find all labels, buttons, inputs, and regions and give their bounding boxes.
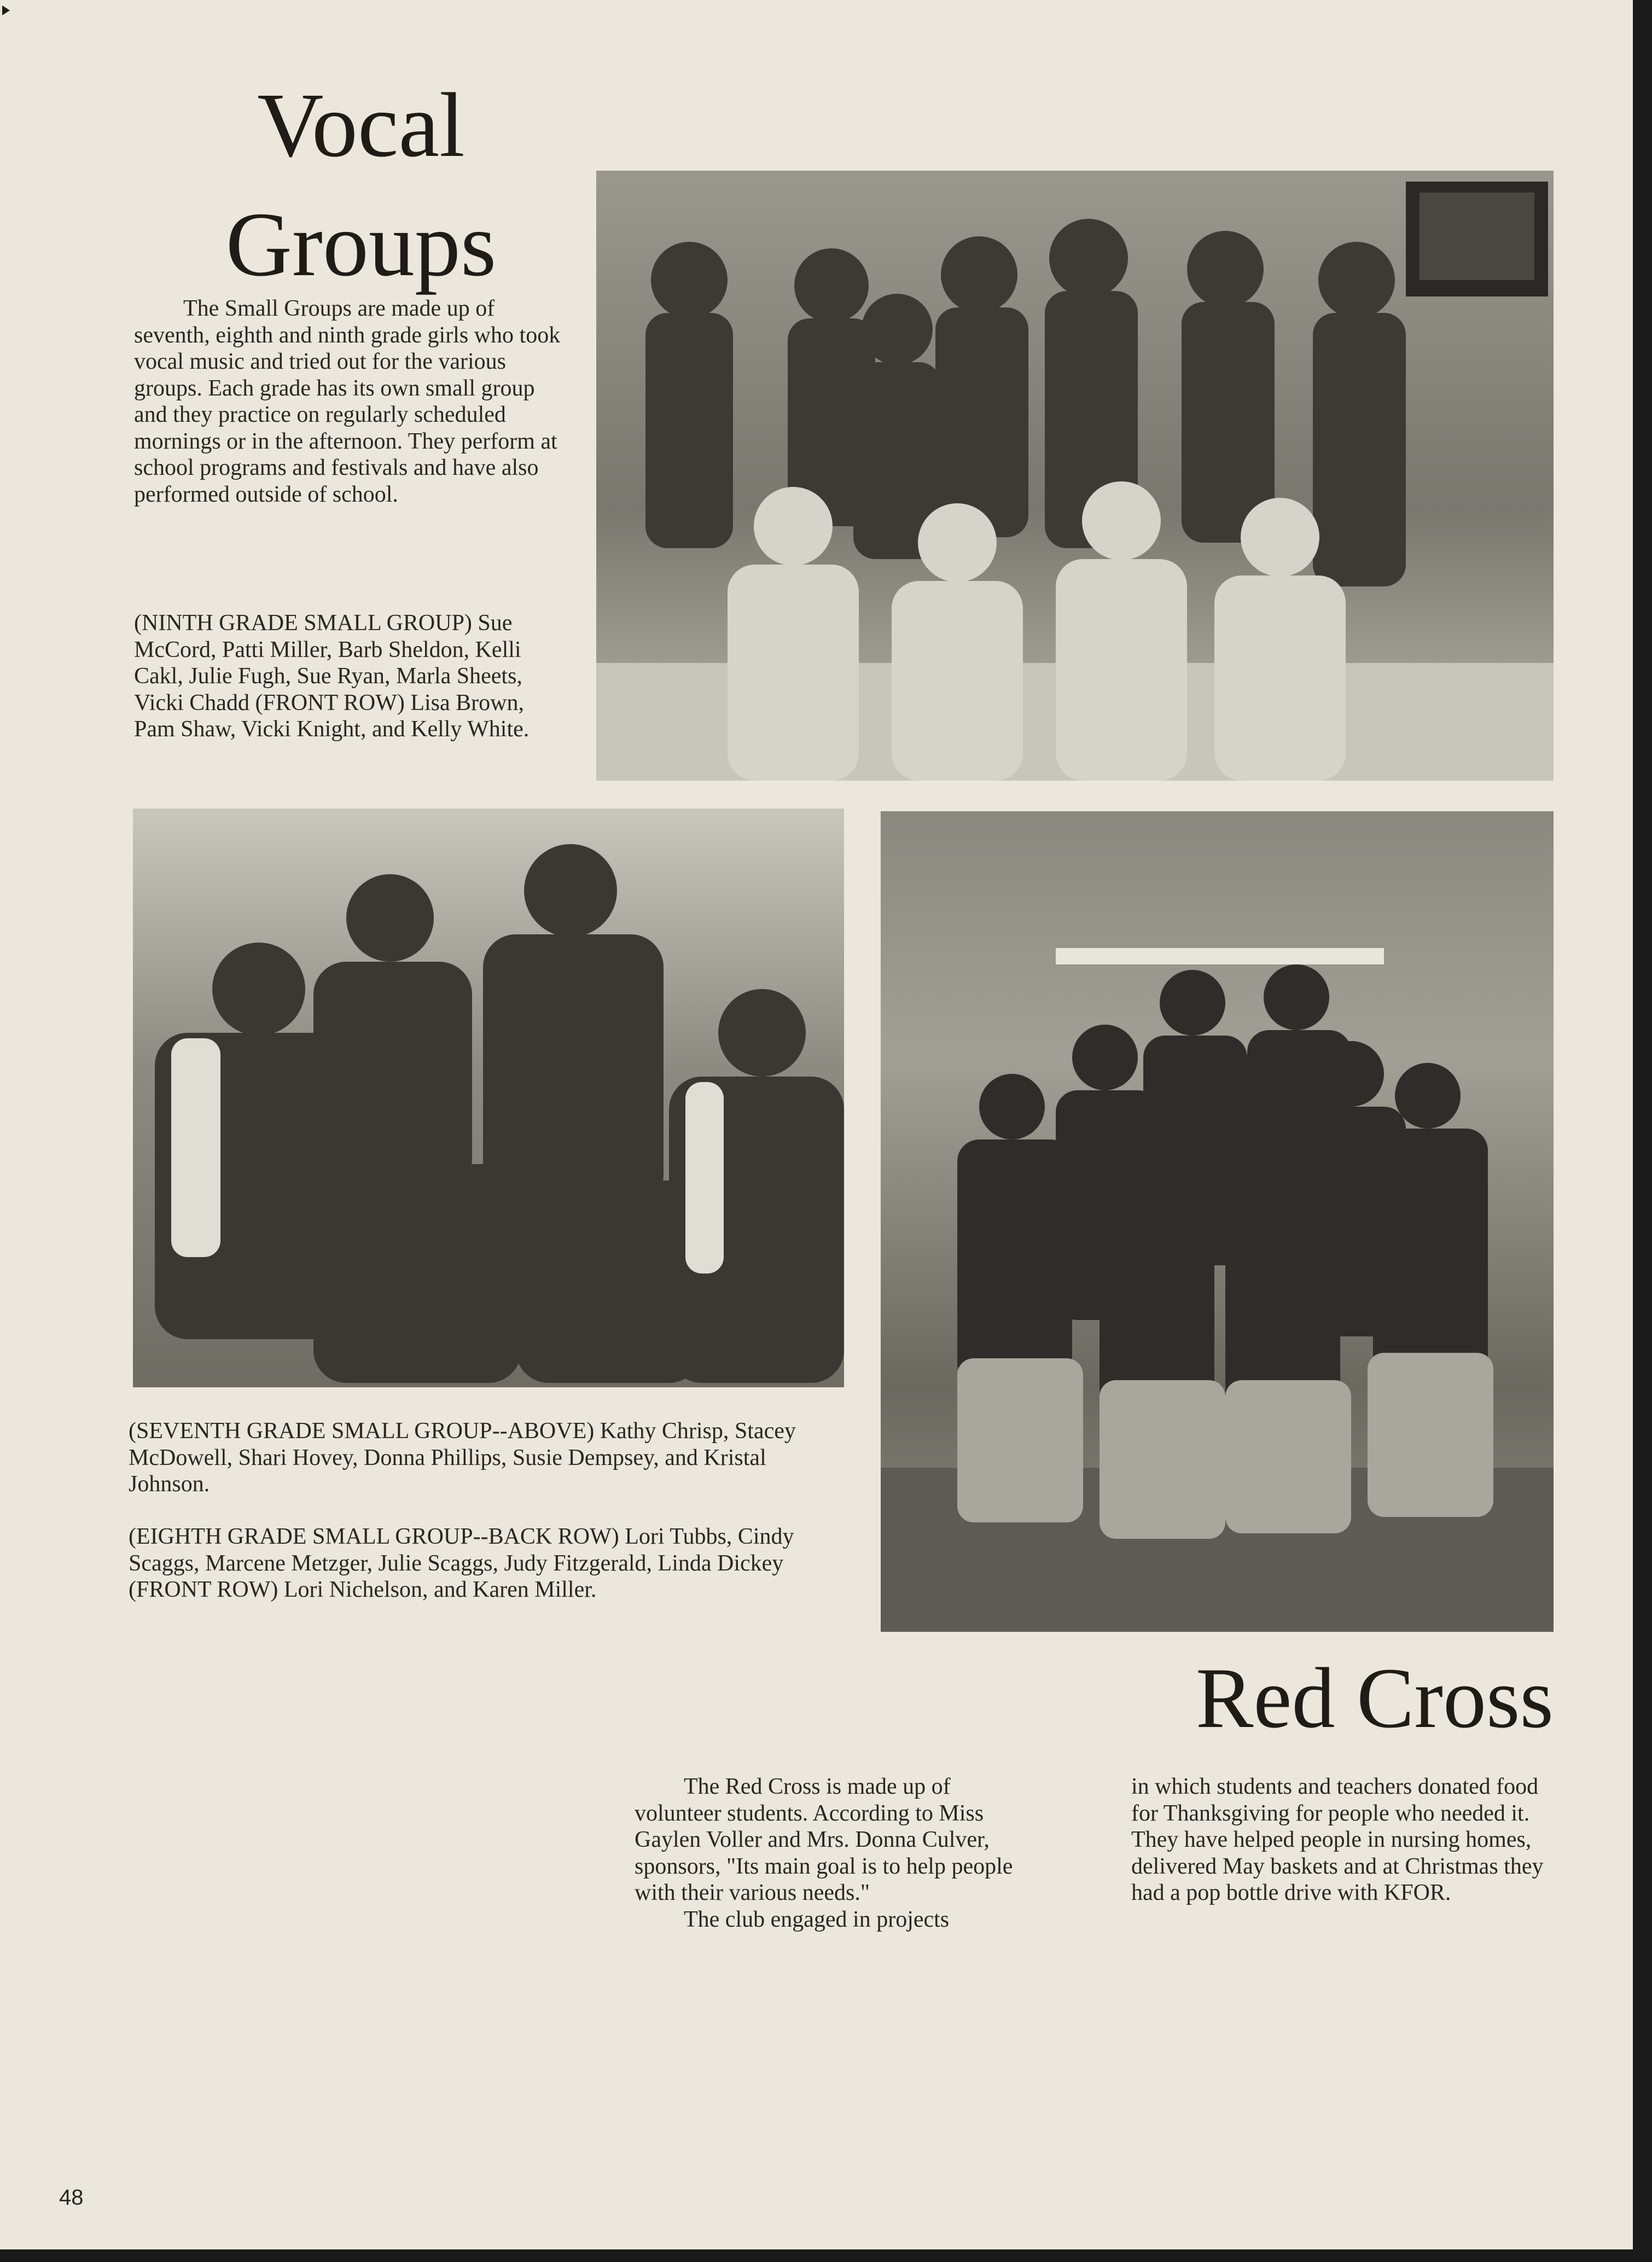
seventh-grade-caption: (SEVENTH GRADE SMALL GROUP--ABOVE) Kathy Chrisp, Stacey McDowell, Shari Hovey, Donna Phillips, Susie Dempsey, and Kristal Johnson. bbox=[129, 1418, 796, 1497]
vocal-groups-title-line1: Vocal bbox=[257, 74, 465, 176]
corner-arrow-icon bbox=[2, 5, 10, 15]
red-cross-paragraph-1: The Red Cross is made up of volunteer students. According to Miss Gaylen Voller and Mrs. Donna Culver, sponsors, "Its main goal is to help people with their various needs." bbox=[635, 1774, 1013, 1905]
vocal-groups-title-line2: Groups bbox=[225, 194, 497, 295]
eighth-grade-group-photo bbox=[881, 811, 1554, 1632]
red-cross-paragraph-2: The club engaged in projects bbox=[684, 1906, 950, 1932]
ninth-grade-caption: (NINTH GRADE SMALL GROUP) Sue McCord, Patti Miller, Barb Sheldon, Kelli Cakl, Julie Fugh, Sue Ryan, Marla Sheets, Vicki Chadd (FRONT ROW) Lisa Brown, Pam Shaw, Vicki Knight, and Kelly White. bbox=[134, 610, 530, 742]
red-cross-column-2: in which students and teachers donated food for Thanksgiving for people who needed it. They have helped people in nursing homes, delivered May baskets and at Christmas they had a pop bottle drive with KFOR. bbox=[1131, 1774, 1544, 1905]
page-number: 48 bbox=[59, 2185, 84, 2209]
red-cross-column-1 bbox=[635, 1773, 1039, 1933]
eighth-grade-caption: (EIGHTH GRADE SMALL GROUP--BACK ROW) Lori Tubbs, Cindy Scaggs, Marcene Metzger, Julie Scaggs, Judy Fitzgerald, Linda Dickey (FRONT ROW) Lori Nichelson, and Karen Miller. bbox=[129, 1524, 794, 1602]
red-cross-title: Red Cross bbox=[1196, 1650, 1554, 1746]
vocal-groups-intro: The Small Groups are made up of seventh, eighth and ninth grade girls who took vocal music and tried out for the various groups. Each grade has its own small group and they practice on regularly scheduled mornings or in the afternoon. They perform at school programs and festivals and have also performed outside of school. bbox=[134, 296, 561, 507]
seventh-grade-group-photo bbox=[133, 809, 844, 1387]
ninth-grade-group-photo bbox=[596, 171, 1554, 781]
